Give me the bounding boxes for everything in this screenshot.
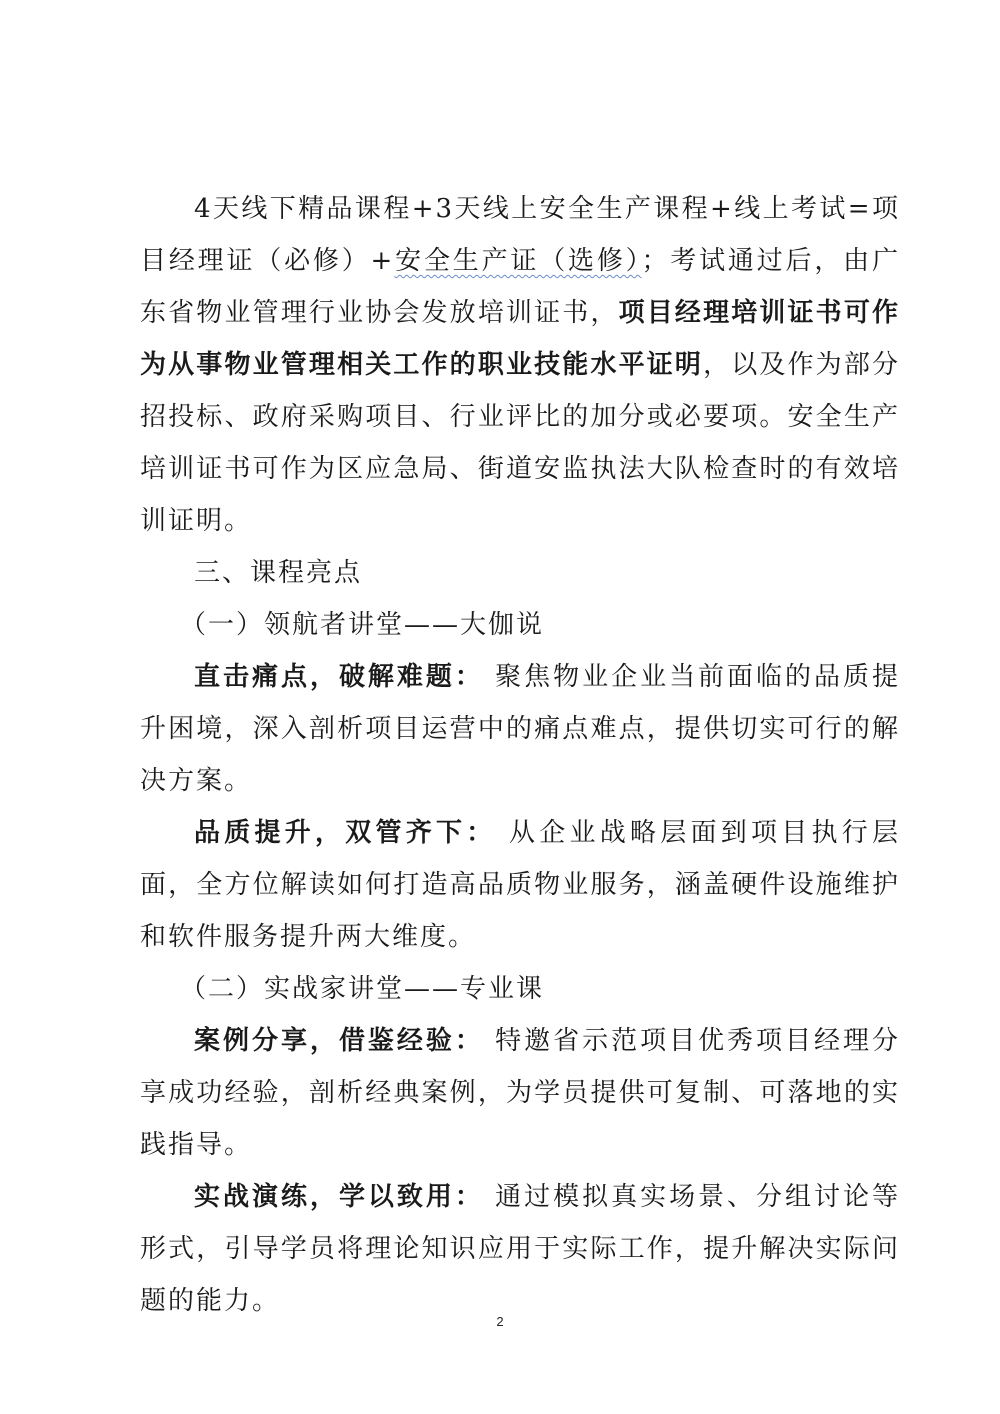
highlight-lead: 案例分享，借鉴经验：	[194, 1026, 484, 1056]
highlight-lead: 实战演练，学以致用：	[194, 1182, 484, 1212]
subsection-heading-leaders: （一）领航者讲堂——大伽说	[180, 610, 545, 640]
intro-text-1: 4天线下精品课程+3天线上安全生产课程+线上考试=项目经理证（必修）+	[140, 194, 900, 276]
highlight-lead: 直击痛点，破解难题：	[194, 662, 484, 692]
highlight-lead: 品质提升，双管齐下：	[194, 818, 497, 848]
highlight-text: 聚焦物业企业当前面临的品质提升困境，深入剖析项目运营中的痛点难点，提供切实可行的解决方案。	[140, 662, 900, 796]
highlight-paragraph	[140, 651, 900, 807]
spellcheck-underlined-text: 安全生产证（选修）	[394, 246, 642, 276]
highlight-text: 特邀省示范项目优秀项目经理分享成功经验，剖析经典案例，为学员提供可复制、可落地的实践指导。	[140, 1026, 900, 1160]
intro-text-3: ，以及作为部分招投标、政府采购项目、行业评比的加分或必要项。安全生产培训证书可作为区应急局、街道安监执法大队检查时的有效培训证明。	[140, 350, 900, 536]
highlight-text: 通过模拟真实场景、分组讨论等形式，引导学员将理论知识应用于实际工作，提升解决实际问题的能力。	[140, 1182, 900, 1316]
intro-text-2: ；考试通过后，由广东省物业管理行业协会发放培训证书，	[140, 246, 900, 328]
section-heading-highlights: 三、课程亮点	[194, 558, 363, 588]
highlight-paragraph	[140, 1171, 900, 1327]
subsection-heading-practitioners: （二）实战家讲堂——专业课	[180, 974, 545, 1004]
highlight-paragraph	[140, 1015, 900, 1171]
highlight-text: 从企业战略层面到项目执行层面，全方位解读如何打造高品质物业服务，涵盖硬件设施维护和软件服务提升两大维度。	[140, 818, 900, 952]
intro-bold-text: 项目经理培训证书可作为从事物业管理相关工作的职业技能水平证明	[140, 298, 900, 380]
intro-paragraph	[140, 183, 900, 547]
document-body	[140, 183, 900, 1327]
highlight-paragraph	[140, 807, 900, 963]
page-number: 2	[496, 1314, 504, 1329]
